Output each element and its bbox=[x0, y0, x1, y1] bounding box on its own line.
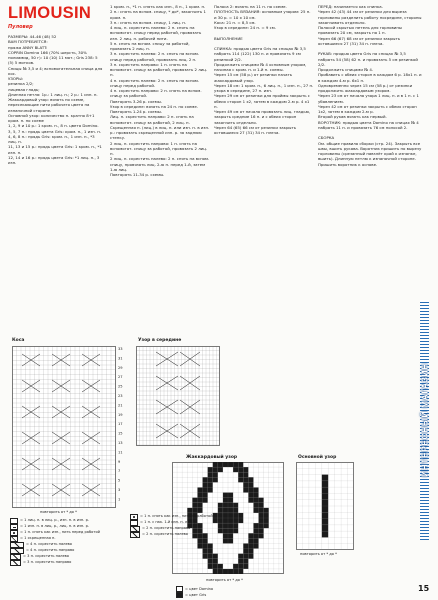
legend-domino: = цвет Domino bbox=[176, 586, 213, 592]
jacquard-cell bbox=[197, 493, 202, 498]
legend-item: = 3 п. скрестить направо bbox=[10, 560, 120, 566]
jacquard-cell bbox=[259, 513, 264, 518]
jacquard-cell bbox=[218, 569, 223, 574]
jacquard-cell bbox=[192, 503, 197, 508]
jacquard-cell bbox=[253, 493, 258, 498]
jacquard-cell bbox=[208, 487, 213, 492]
jacquard-cell bbox=[228, 493, 233, 498]
text-column-4: ПЕРЕД: начинается как спинка. Через 42 (43) 44 см от резинки для выреза горловины разделить работу посредине, стороны заканчивать отдельно. Полосой скрытых петель для горловины провязать 20 см, закрыть по 1 п. Через 66 (67) 68 см от резинки закрыть оставшиеся 27 (31) 34 п. плеча. РУКАВ: прядью цвета Gris на спицах № 3,5 набрать 54 (58) 62 п. и провязать 5 см резинкой 2/2. Продолжить спицами № 4. Прибавить с обеих сторон в каждом 6 р. 18х1 п. и в каждом 4-м р. 6х1 п. Одновременно через 15 см (58 р.) от резинки продолжить жаккардовым узором. Через 23 см от начала узора 1 лиц. п. и в 1 п. с 1 убавлением. Через 42 см от резинки закрыть с обеих сторон 1х2, затем в каждом 2-м р. Второй рукав вязать как первый. ВОРОТНИК: прядью цвета Domino на спицах № 4 набрать 11 п. и провязать 76 см полосой 2. СБОРКА Ом. общие правила сборки (стр. 24). Закрыть все швы, вшить рукава. Воротник пришить по вырезу горловины (срезанный навзлёт край к изнанке, вшить). Длинную петлю к изнаночной стороне. Пришить воротник к основе. bbox=[318, 4, 422, 167]
row-number: 9 bbox=[118, 459, 121, 464]
jacquard-cell bbox=[223, 538, 228, 543]
jacquard-cell bbox=[238, 569, 243, 574]
jacquard-cell bbox=[238, 472, 243, 477]
jacquard-cell bbox=[243, 482, 248, 487]
jacquard-cell bbox=[238, 554, 243, 559]
jacquard-cell bbox=[248, 498, 253, 503]
page-subtitle: Пуловер bbox=[8, 24, 33, 30]
jacquard-cell bbox=[238, 462, 243, 467]
legend-item: = 1 п. с нак. 1-й изн. п. лиц. р. bbox=[130, 520, 210, 526]
jacquard-cell bbox=[259, 498, 264, 503]
jacquard-cell bbox=[259, 533, 264, 538]
jacquard-cell bbox=[203, 493, 208, 498]
row-number: 27 bbox=[118, 375, 123, 380]
jacquard-cell bbox=[228, 508, 233, 513]
row-number: 31 bbox=[118, 356, 123, 361]
jacquard-cell bbox=[208, 559, 213, 564]
jacquard-cell bbox=[264, 513, 269, 518]
jacquard-cell bbox=[253, 533, 258, 538]
row-number: 21 bbox=[118, 403, 123, 408]
jacquard-label: Жаккардовый узор bbox=[186, 455, 238, 460]
base-cell bbox=[322, 525, 328, 531]
symbol-legend-2 bbox=[130, 514, 213, 538]
jacquard-cell bbox=[248, 482, 253, 487]
jacquard-cell bbox=[248, 493, 253, 498]
base-label: Основной узор bbox=[298, 455, 337, 460]
jacquard-cell bbox=[192, 498, 197, 503]
jacquard-cell bbox=[259, 528, 264, 533]
page-number: 15 bbox=[418, 584, 430, 593]
jacquard-cell bbox=[233, 518, 238, 523]
jacquard-cell bbox=[213, 569, 218, 574]
jacquard-cell bbox=[208, 549, 213, 554]
jacquard-cell bbox=[264, 518, 269, 523]
base-cell bbox=[322, 519, 328, 525]
jacquard-cell bbox=[233, 508, 238, 513]
jacquard-cell bbox=[253, 503, 258, 508]
symbol-legend bbox=[10, 518, 120, 566]
jacquard-cell bbox=[218, 523, 223, 528]
jacquard-cell bbox=[233, 462, 238, 467]
legend-item: = 1 изн. п. в лиц. р., лиц. п. в изн. р. bbox=[10, 524, 120, 530]
jacquard-cell bbox=[223, 493, 228, 498]
base-cell bbox=[322, 487, 328, 493]
jacquard-cell bbox=[218, 564, 223, 569]
jacquard-cell bbox=[223, 523, 228, 528]
jacquard-cell bbox=[233, 564, 238, 569]
jacquard-cell bbox=[248, 543, 253, 548]
jacquard-cell bbox=[223, 528, 228, 533]
jacquard-cell bbox=[197, 508, 202, 513]
jacquard-cell bbox=[197, 487, 202, 492]
jacquard-cell bbox=[248, 538, 253, 543]
jacquard-repeat-note: повторить от * до * bbox=[206, 578, 243, 582]
jacquard-cell bbox=[187, 508, 192, 513]
jacquard-cell bbox=[197, 543, 202, 548]
jacquard-cell bbox=[233, 503, 238, 508]
jacquard-cell bbox=[218, 528, 223, 533]
base-cell bbox=[322, 493, 328, 499]
jacquard-cell bbox=[228, 538, 233, 543]
jacquard-cell bbox=[218, 513, 223, 518]
jacquard-cell bbox=[208, 554, 213, 559]
kosa-repeat-note: повторить от * до * bbox=[40, 510, 77, 514]
jacquard-cell bbox=[213, 513, 218, 518]
jacquard-cell bbox=[259, 508, 264, 513]
jacquard-cell bbox=[228, 533, 233, 538]
jacquard-cell bbox=[248, 487, 253, 492]
legend-item: = 2 п. скрестить налево bbox=[130, 532, 210, 538]
jacquard-cell bbox=[253, 528, 258, 533]
jacquard-cell bbox=[228, 528, 233, 533]
base-cell bbox=[322, 512, 328, 518]
jacquard-cell bbox=[253, 498, 258, 503]
jacquard-cell bbox=[264, 523, 269, 528]
jacquard-cell bbox=[238, 467, 243, 472]
row-number: 23 bbox=[118, 394, 123, 398]
jacquard-cell bbox=[208, 472, 213, 477]
jacquard-cell bbox=[203, 549, 208, 554]
legend-item: = 1 лиц. п. в лиц. р., изн. п. в изн. р. bbox=[10, 518, 120, 524]
jacquard-cell bbox=[259, 518, 264, 523]
jacquard-cell bbox=[243, 487, 248, 492]
jacquard-cell bbox=[248, 533, 253, 538]
row-number: 1 bbox=[118, 497, 121, 502]
legend-item: = 3 п. скрестить налево bbox=[10, 554, 120, 560]
base-cell bbox=[322, 500, 328, 506]
jacquard-cell bbox=[253, 487, 258, 492]
jacquard-cell bbox=[228, 518, 233, 523]
jacquard-cell bbox=[238, 559, 243, 564]
legend-item: = 4 п. скрестить налево bbox=[10, 542, 120, 548]
jacquard-cell bbox=[243, 543, 248, 548]
jacquard-cell bbox=[259, 523, 264, 528]
row-number: 19 bbox=[118, 412, 123, 417]
jacquard-cell bbox=[228, 569, 233, 574]
jacquard-cell bbox=[213, 477, 218, 482]
row-number: 13 bbox=[118, 441, 123, 445]
row-number: 17 bbox=[118, 422, 123, 427]
base-repeat-note: повторить от * до * bbox=[300, 552, 337, 556]
jacquard-cell bbox=[203, 543, 208, 548]
jacquard-cell bbox=[213, 564, 218, 569]
jacquard-cell bbox=[213, 554, 218, 559]
jacquard-cell bbox=[208, 482, 213, 487]
row-number: 29 bbox=[118, 365, 123, 370]
jacquard-cell bbox=[243, 477, 248, 482]
jacquard-cell bbox=[218, 518, 223, 523]
jacquard-cell bbox=[233, 467, 238, 472]
jacquard-cell bbox=[218, 503, 223, 508]
jacquard-cell bbox=[223, 462, 228, 467]
text-column-3: Полоса 2: вязать на 11 п. по схеме. ПЛОТНОСТЬ ВЯЗАНИЯ: основным узором: 25 п. и 30 р. = 10 х 10 см. Коса: 21 п. = 8,5 см. Узор в середине: 24 п. = 9 см. ВЫПОЛНЕНИЕ СПИНКА: прядью цвета Gris на спицах № 3,5 набрать 114 (122) 130 п. и провязать 9 см резинкой 2/2. Продолжить спицами № 4 основным узором, начиная с кром. п. и 1-й п. схемы. Через 15 см (58 р.) от резинки начать жаккардовый узор. Через 18 см: 1 кром. п., 6 лиц. п., 1 изн. п., 27 п. узора в середине, 27 п. изн. Через 29 см от резинки для проймы закрыть с обеих сторон 1 х2, затем в каждом 2-м р. 4 х1 п. Через 49 см от начала провязать лиц. гладью, закрыть средние 16 п. и с обеих сторон закончить отдельно. Через 64 (65) 66 см от резинки закрыть оставшиеся 27 (31) 34 п. плеча. bbox=[214, 4, 314, 135]
jacquard-cell bbox=[228, 523, 233, 528]
legend-item: = 4 п. скрестить направо bbox=[10, 548, 120, 554]
page-title: LIMOUSIN bbox=[8, 4, 92, 22]
jacquard-cell bbox=[228, 503, 233, 508]
row-number: 11 bbox=[118, 450, 123, 455]
jacquard-cell bbox=[197, 498, 202, 503]
jacquard-cell bbox=[213, 472, 218, 477]
jacquard-cell bbox=[197, 503, 202, 508]
jacquard-cell bbox=[213, 559, 218, 564]
jacquard-cell bbox=[233, 523, 238, 528]
row-number: 7 bbox=[118, 469, 121, 474]
jacquard-cell bbox=[223, 533, 228, 538]
jacquard-cell bbox=[248, 477, 253, 482]
jacquard-cell bbox=[253, 543, 258, 548]
jacquard-cell bbox=[218, 467, 223, 472]
jacquard-cell bbox=[238, 564, 243, 569]
row-number: 25 bbox=[118, 384, 123, 389]
base-cell bbox=[322, 481, 328, 487]
jacquard-cell bbox=[218, 462, 223, 467]
jacquard-cell bbox=[203, 498, 208, 503]
jacquard-cell bbox=[223, 518, 228, 523]
legend-gris: = цвет Gris bbox=[176, 592, 206, 598]
jacquard-cell bbox=[208, 543, 213, 548]
base-cell bbox=[322, 475, 328, 481]
jacquard-cell bbox=[197, 538, 202, 543]
jacquard-cell bbox=[228, 513, 233, 518]
kosa-row-numbers bbox=[117, 346, 127, 508]
jacquard-cell bbox=[233, 528, 238, 533]
jacquard-cell bbox=[233, 513, 238, 518]
jacquard-cell bbox=[243, 467, 248, 472]
side-banner-text: ИНТЕРЕСНЫЙ МАГАЗИН bbox=[419, 363, 430, 477]
jacquard-cell bbox=[253, 523, 258, 528]
jacquard-cell bbox=[264, 508, 269, 513]
jacquard-cell bbox=[238, 513, 243, 518]
jacquard-cell bbox=[259, 503, 264, 508]
row-number: 15 bbox=[118, 431, 123, 436]
jacquard-cell bbox=[218, 508, 223, 513]
jacquard-cell bbox=[223, 513, 228, 518]
jacquard-cell bbox=[223, 503, 228, 508]
jacquard-cell bbox=[203, 554, 208, 559]
jacquard-cell bbox=[208, 477, 213, 482]
text-column-2: 1 кром. п., *1 п. снять как изн., 8 п., 1 кром. п. 2 п.: снять на вспом. спицу, * до*, закончить 1 кром. п. 3 п.: снять на вспом. спицу, 1 лиц. п. 4 лиц. п. скрестить налево: 2 п. снять на вспомогат. спицу перед работой, провязать изн. 2 лиц. п. рабочей нити. 5 п. снять на вспом. спицу за работой, провязать 2 лиц. п. 3 п. скрестить налево: 2 п. снять на вспом. спицу перед работой, провязать лиц. 2 п. 3 п. скрестить направо: 1 п. снять на вспомогат. спицу за работой, провязать 2 лиц. п. 4 п. скрестить налево: 2 п. снять на вспом. спицу перед работой. 4 п. скрестить направо: 2 п. снять на вспом. спицу за работой. Повторять 3-26 р. схемы. Узор в середине: вязать на 24 п. по схеме. Повторять 1-24 р. схемы. Лиц. п. скрестить направо: 2 п. снять на вспомогат. спицу за работой, 2 лиц. п. Скрещенная п. (лиц.) в лиц. п. или изн. п. в изн. р.: провязать скрещенной изн. р. за заднюю стенку. 2 лиц. п. скрестить направо: 1 п. снять на вспомогат. спицу за работой, провязать 2 лиц. п. 2 лиц. п. скрестить налево: 2 п. снять на вспом. спицу, провязать лиц. 2-ю п. перед 1-й, затем 1-ю лиц. Повторять 11-34 р. схемы. bbox=[110, 4, 210, 177]
jacquard-cell bbox=[223, 498, 228, 503]
jacquard-cell bbox=[238, 518, 243, 523]
jacquard-cell bbox=[203, 487, 208, 492]
jacquard-cell bbox=[228, 498, 233, 503]
jacquard-cell bbox=[203, 482, 208, 487]
jacquard-cell bbox=[243, 554, 248, 559]
legend-item: = 1 п. снять как изн., нить перед работой bbox=[10, 530, 120, 536]
gris-swatch bbox=[176, 592, 183, 598]
jacquard-cell bbox=[238, 477, 243, 482]
jacquard-cell bbox=[223, 508, 228, 513]
jacquard-cell bbox=[253, 508, 258, 513]
jacquard-cell bbox=[243, 549, 248, 554]
base-cell bbox=[322, 531, 328, 537]
cross-left-2-symbol bbox=[130, 532, 140, 538]
jacquard-cell bbox=[208, 467, 213, 472]
jacquard-cell bbox=[213, 518, 218, 523]
kosa-chart bbox=[12, 346, 116, 508]
row-number: 33 bbox=[118, 347, 123, 351]
legend-item: = 1 п. снять как изн., нить за работой bbox=[130, 514, 210, 520]
row-number: 3 bbox=[118, 488, 121, 492]
jacquard-cell bbox=[213, 462, 218, 467]
jacquard-cell bbox=[228, 462, 233, 467]
jacquard-cell bbox=[248, 554, 253, 559]
jacquard-cell bbox=[248, 549, 253, 554]
legend-item: = 1 скрещенная п. bbox=[10, 536, 120, 542]
jacquard-cell bbox=[243, 564, 248, 569]
cross-right-3-symbol bbox=[10, 560, 21, 566]
center-label: Узор в середине bbox=[138, 338, 182, 343]
base-cell bbox=[322, 506, 328, 512]
jacquard-cell bbox=[192, 508, 197, 513]
jacquard-cell bbox=[213, 467, 218, 472]
jacquard-cell bbox=[223, 569, 228, 574]
legend-item: = 2 п. скрестить направо bbox=[130, 526, 210, 532]
center-chart bbox=[136, 346, 220, 446]
jacquard-cell bbox=[208, 564, 213, 569]
jacquard-cell bbox=[203, 538, 208, 543]
kosa-label: Коса bbox=[12, 338, 25, 343]
jacquard-cell bbox=[253, 538, 258, 543]
jacquard-cell bbox=[203, 477, 208, 482]
jacquard-cell bbox=[243, 559, 248, 564]
jacquard-cell bbox=[233, 569, 238, 574]
text-column-1: РАЗМЕРЫ: 44-46 (48) 52 ВАМ ПОТРЕБУЕТСЯ: пряжа ANNY BLATT: COPRIN Domino 166 (70% шерсть, 30% полиамид, 50 г): 10 (10) 11 мот.; Gris 238: 5 (5) 5 мотков. Спицы № 3,5 и 4; вспомогательная спица для кос. УЗОРЫ: резинка 2/2; лицевая гладь; Длинная петля: 1р.: 1 лиц. п.; 2 р.: 1 изн. п. Жаккардовый узор: вязать по схеме, пересекающие нити рабочего цвета на изнаночной стороне. Основной узор: количество п. кратно 8+1 кром. п. по схеме 1, 2, 9 и 10 р.: 1 кром. п., 8 п. цвета Domino. 3, 5, 7 п.: прядь цвета Gris: кром. п., 1 изн. п. 4, 6, 8 п.: прядь Gris: кром. п., 1 изн. п., *3 лиц. п. 11, 13 и 15 р.: прядь цвета Gris: 1 кром. п., *1 изн. п. 12, 14 и 16 р.: прядь цвета Gris: *1 лиц. п., 3 изн. bbox=[8, 34, 103, 165]
jacquard-cell bbox=[243, 472, 248, 477]
row-number: 5 bbox=[118, 478, 121, 483]
base-chart bbox=[296, 462, 354, 550]
